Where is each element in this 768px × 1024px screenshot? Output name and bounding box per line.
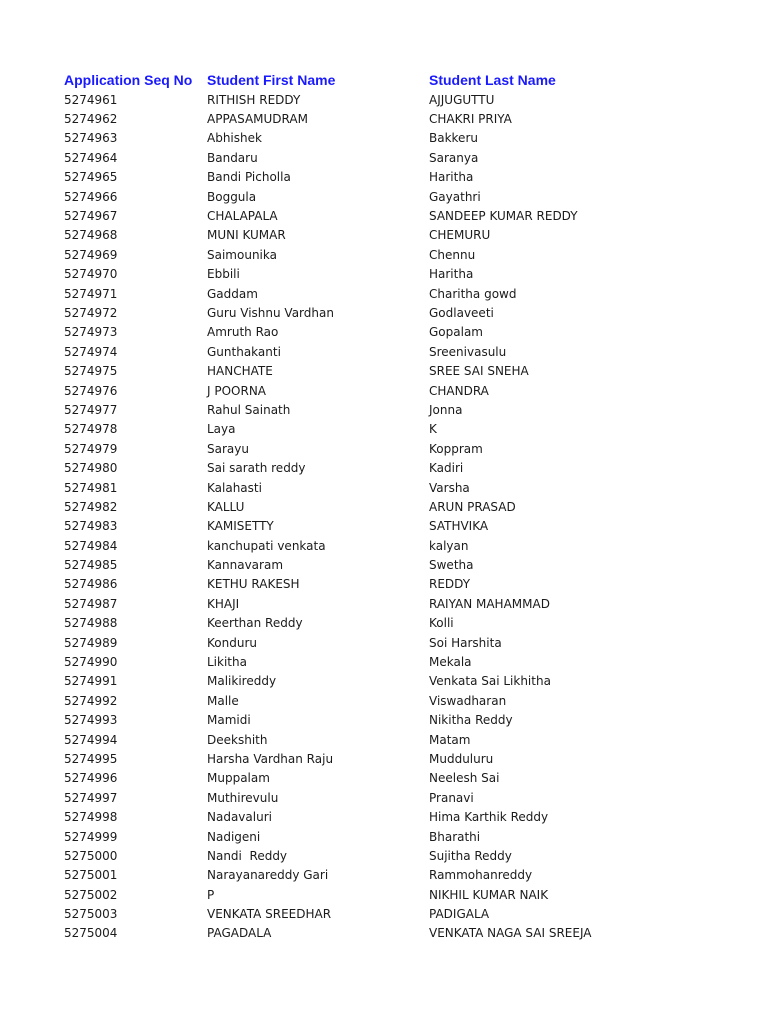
first-name-cell: Ebbili (207, 267, 240, 282)
last-name-cell: Haritha (429, 170, 474, 185)
first-name-cell: Kalahasti (207, 480, 262, 495)
header-application-seq-no: Application Seq No (64, 72, 193, 88)
table-row (64, 400, 724, 419)
application-seq-no-cell: 5274977 (64, 402, 118, 417)
application-seq-no-cell: 5274999 (64, 829, 118, 844)
application-seq-no-cell: 5274990 (64, 655, 118, 670)
application-seq-no-cell: 5274981 (64, 480, 118, 495)
application-seq-no-cell: 5274979 (64, 441, 118, 456)
application-seq-no-cell: 5274989 (64, 635, 118, 650)
table-row (64, 614, 724, 633)
last-name-cell: ARUN PRASAD (429, 499, 516, 514)
first-name-cell: Gunthakanti (207, 344, 281, 359)
application-seq-no-cell: 5274993 (64, 713, 118, 728)
first-name-cell: Mamidi (207, 713, 251, 728)
first-name-cell: Nadavaluri (207, 810, 272, 825)
table-row (64, 749, 724, 768)
application-seq-no-cell: 5274994 (64, 732, 118, 747)
first-name-cell: Muthirevulu (207, 790, 279, 805)
last-name-cell: Gayathri (429, 189, 481, 204)
first-name-cell: APPASAMUDRAM (207, 112, 308, 127)
application-seq-no-cell: 5274968 (64, 228, 118, 243)
table-row (64, 497, 724, 516)
last-name-cell: Chennu (429, 247, 476, 262)
table-row (64, 458, 724, 477)
last-name-cell: Pranavi (429, 790, 474, 805)
application-seq-no-cell: 5274972 (64, 305, 118, 320)
table-row (64, 187, 724, 206)
application-seq-no-cell: 5274988 (64, 616, 118, 631)
first-name-cell: Kannavaram (207, 558, 284, 573)
application-seq-no-cell: 5275002 (64, 887, 118, 902)
last-name-cell: RAIYAN MAHAMMAD (429, 596, 550, 611)
last-name-cell: Venkata Sai Likhitha (429, 674, 551, 689)
table-row (64, 846, 724, 865)
application-seq-no-cell: 5274971 (64, 286, 118, 301)
first-name-cell: Bandaru (207, 150, 258, 165)
table-row (64, 342, 724, 361)
table-row (64, 206, 724, 225)
first-name-cell: Nadigeni (207, 829, 261, 844)
last-name-cell: Godlaveeti (429, 305, 494, 320)
last-name-cell: SATHVIKA (429, 519, 489, 534)
last-name-cell: Kadiri (429, 461, 464, 476)
last-name-cell: Jonna (429, 402, 463, 417)
header-student-last-name: Student Last Name (429, 72, 556, 88)
table-row (64, 652, 724, 671)
application-seq-no-cell: 5274986 (64, 577, 118, 592)
first-name-cell: Harsha Vardhan Raju (207, 751, 334, 766)
application-seq-no-cell: 5274974 (64, 344, 118, 359)
table-row (64, 284, 724, 303)
first-name-cell: MUNI KUMAR (207, 228, 286, 243)
application-seq-no-cell: 5274976 (64, 383, 118, 398)
first-name-cell: kanchupati venkata (207, 538, 326, 553)
table-row (64, 904, 724, 923)
application-seq-no-cell: 5275003 (64, 907, 118, 922)
table-row (64, 866, 724, 885)
table-row (64, 265, 724, 284)
table-row (64, 245, 724, 264)
first-name-cell: Guru Vishnu Vardhan (207, 305, 334, 320)
application-seq-no-cell: 5274961 (64, 92, 118, 107)
first-name-cell: CHALAPALA (207, 209, 278, 224)
first-name-cell: PAGADALA (207, 926, 272, 941)
application-seq-no-cell: 5274982 (64, 499, 118, 514)
first-name-cell: Saimounika (207, 247, 277, 262)
table-row (64, 303, 724, 322)
application-seq-no-cell: 5275001 (64, 868, 118, 883)
table-row (64, 517, 724, 536)
table-row (64, 769, 724, 788)
last-name-cell: Mekala (429, 655, 472, 670)
table-row (64, 361, 724, 380)
last-name-cell: SREE SAI SNEHA (429, 364, 529, 379)
last-name-cell: SANDEEP KUMAR REDDY (429, 209, 578, 224)
application-seq-no-cell: 5275004 (64, 926, 118, 941)
application-seq-no-cell: 5274970 (64, 267, 118, 282)
last-name-cell: Sujitha Reddy (429, 848, 512, 863)
first-name-cell: KALLU (207, 499, 245, 514)
application-seq-no-cell: 5274985 (64, 558, 118, 573)
application-seq-no-cell: 5274984 (64, 538, 118, 553)
table-row (64, 807, 724, 826)
application-seq-no-cell: 5274965 (64, 170, 118, 185)
application-seq-no-cell: 5274995 (64, 751, 118, 766)
table-row (64, 536, 724, 555)
table-row (64, 168, 724, 187)
last-name-cell: CHEMURU (429, 228, 491, 243)
first-name-cell: KETHU RAKESH (207, 577, 300, 592)
first-name-cell: Malikireddy (207, 674, 277, 689)
first-name-cell: Abhishek (207, 131, 262, 146)
application-seq-no-cell: 5274964 (64, 150, 118, 165)
first-name-cell: Narayanareddy Gari (207, 868, 329, 883)
table-row (64, 788, 724, 807)
application-seq-no-cell: 5274997 (64, 790, 118, 805)
table-row (64, 555, 724, 574)
last-name-cell: Hima Karthik Reddy (429, 810, 549, 825)
table-row (64, 924, 724, 943)
first-name-cell: Konduru (207, 635, 257, 650)
last-name-cell: VENKATA NAGA SAI SREEJA (429, 926, 592, 941)
first-name-cell: Muppalam (207, 771, 270, 786)
application-seq-no-cell: 5274983 (64, 519, 118, 534)
header-student-first-name: Student First Name (207, 72, 336, 88)
first-name-cell: Gaddam (207, 286, 258, 301)
application-seq-no-cell: 5274978 (64, 422, 118, 437)
application-seq-no-cell: 5274975 (64, 364, 118, 379)
last-name-cell: Bakkeru (429, 131, 478, 146)
last-name-cell: Kolli (429, 616, 454, 631)
last-name-cell: Neelesh Sai (429, 771, 500, 786)
first-name-cell: Likitha (207, 655, 247, 670)
application-seq-no-cell: 5274969 (64, 247, 118, 262)
last-name-cell: Haritha (429, 267, 474, 282)
last-name-cell: Matam (429, 732, 471, 747)
first-name-cell: Boggula (207, 189, 257, 204)
table-header-row (64, 70, 724, 90)
last-name-cell: Viswadharan (429, 693, 507, 708)
first-name-cell: KAMISETTY (207, 519, 274, 534)
application-seq-no-cell: 5274991 (64, 674, 118, 689)
last-name-cell: AJJUGUTTU (429, 92, 495, 107)
table-row (64, 381, 724, 400)
application-seq-no-cell: 5274980 (64, 461, 118, 476)
table-row (64, 672, 724, 691)
table-row (64, 633, 724, 652)
table-row (64, 226, 724, 245)
first-name-cell: Keerthan Reddy (207, 616, 303, 631)
application-seq-no-cell: 5274966 (64, 189, 118, 204)
first-name-cell: VENKATA SREEDHAR (207, 907, 332, 922)
first-name-cell: Amruth Rao (207, 325, 279, 340)
table-row (64, 148, 724, 167)
application-seq-no-cell: 5274996 (64, 771, 118, 786)
first-name-cell: Bandi Picholla (207, 170, 291, 185)
last-name-cell: Soi Harshita (429, 635, 502, 650)
last-name-cell: Bharathi (429, 829, 481, 844)
last-name-cell: Mudduluru (429, 751, 494, 766)
last-name-cell: Rammohanreddy (429, 868, 533, 883)
table-row (64, 90, 724, 109)
first-name-cell: RITHISH REDDY (207, 92, 301, 107)
first-name-cell: HANCHATE (207, 364, 273, 379)
first-name-cell: Sai sarath reddy (207, 461, 306, 476)
last-name-cell: K (429, 422, 437, 437)
last-name-cell: NIKHIL KUMAR NAIK (429, 887, 549, 902)
last-name-cell: Varsha (429, 480, 470, 495)
table-row (64, 691, 724, 710)
first-name-cell: Laya (207, 422, 236, 437)
first-name-cell: KHAJI (207, 596, 240, 611)
table-row (64, 478, 724, 497)
table-row (64, 109, 724, 128)
application-seq-no-cell: 5274973 (64, 325, 118, 340)
student-table (64, 70, 724, 943)
table-row (64, 575, 724, 594)
first-name-cell: P (207, 887, 215, 902)
table-row (64, 730, 724, 749)
application-seq-no-cell: 5274987 (64, 596, 118, 611)
table-row (64, 129, 724, 148)
last-name-cell: Gopalam (429, 325, 483, 340)
table-row (64, 420, 724, 439)
application-seq-no-cell: 5274992 (64, 693, 118, 708)
application-seq-no-cell: 5274962 (64, 112, 118, 127)
first-name-cell: Malle (207, 693, 239, 708)
table-row (64, 827, 724, 846)
first-name-cell: Rahul Sainath (207, 402, 291, 417)
application-seq-no-cell: 5274998 (64, 810, 118, 825)
application-seq-no-cell: 5275000 (64, 848, 118, 863)
first-name-cell: J POORNA (207, 383, 267, 398)
last-name-cell: kalyan (429, 538, 469, 553)
table-row (64, 594, 724, 613)
application-seq-no-cell: 5274963 (64, 131, 118, 146)
last-name-cell: CHANDRA (429, 383, 489, 398)
last-name-cell: Swetha (429, 558, 474, 573)
last-name-cell: REDDY (429, 577, 471, 592)
last-name-cell: Saranya (429, 150, 479, 165)
first-name-cell: Sarayu (207, 441, 249, 456)
first-name-cell: Deekshith (207, 732, 268, 747)
application-seq-no-cell: 5274967 (64, 209, 118, 224)
table-row (64, 323, 724, 342)
last-name-cell: Koppram (429, 441, 483, 456)
first-name-cell: Nandi Reddy (207, 848, 288, 863)
last-name-cell: CHAKRI PRIYA (429, 112, 512, 127)
table-row (64, 711, 724, 730)
table-row (64, 439, 724, 458)
last-name-cell: PADIGALA (429, 907, 490, 922)
table-body (64, 90, 724, 943)
last-name-cell: Nikitha Reddy (429, 713, 513, 728)
last-name-cell: Sreenivasulu (429, 344, 507, 359)
last-name-cell: Charitha gowd (429, 286, 517, 301)
table-row (64, 885, 724, 904)
